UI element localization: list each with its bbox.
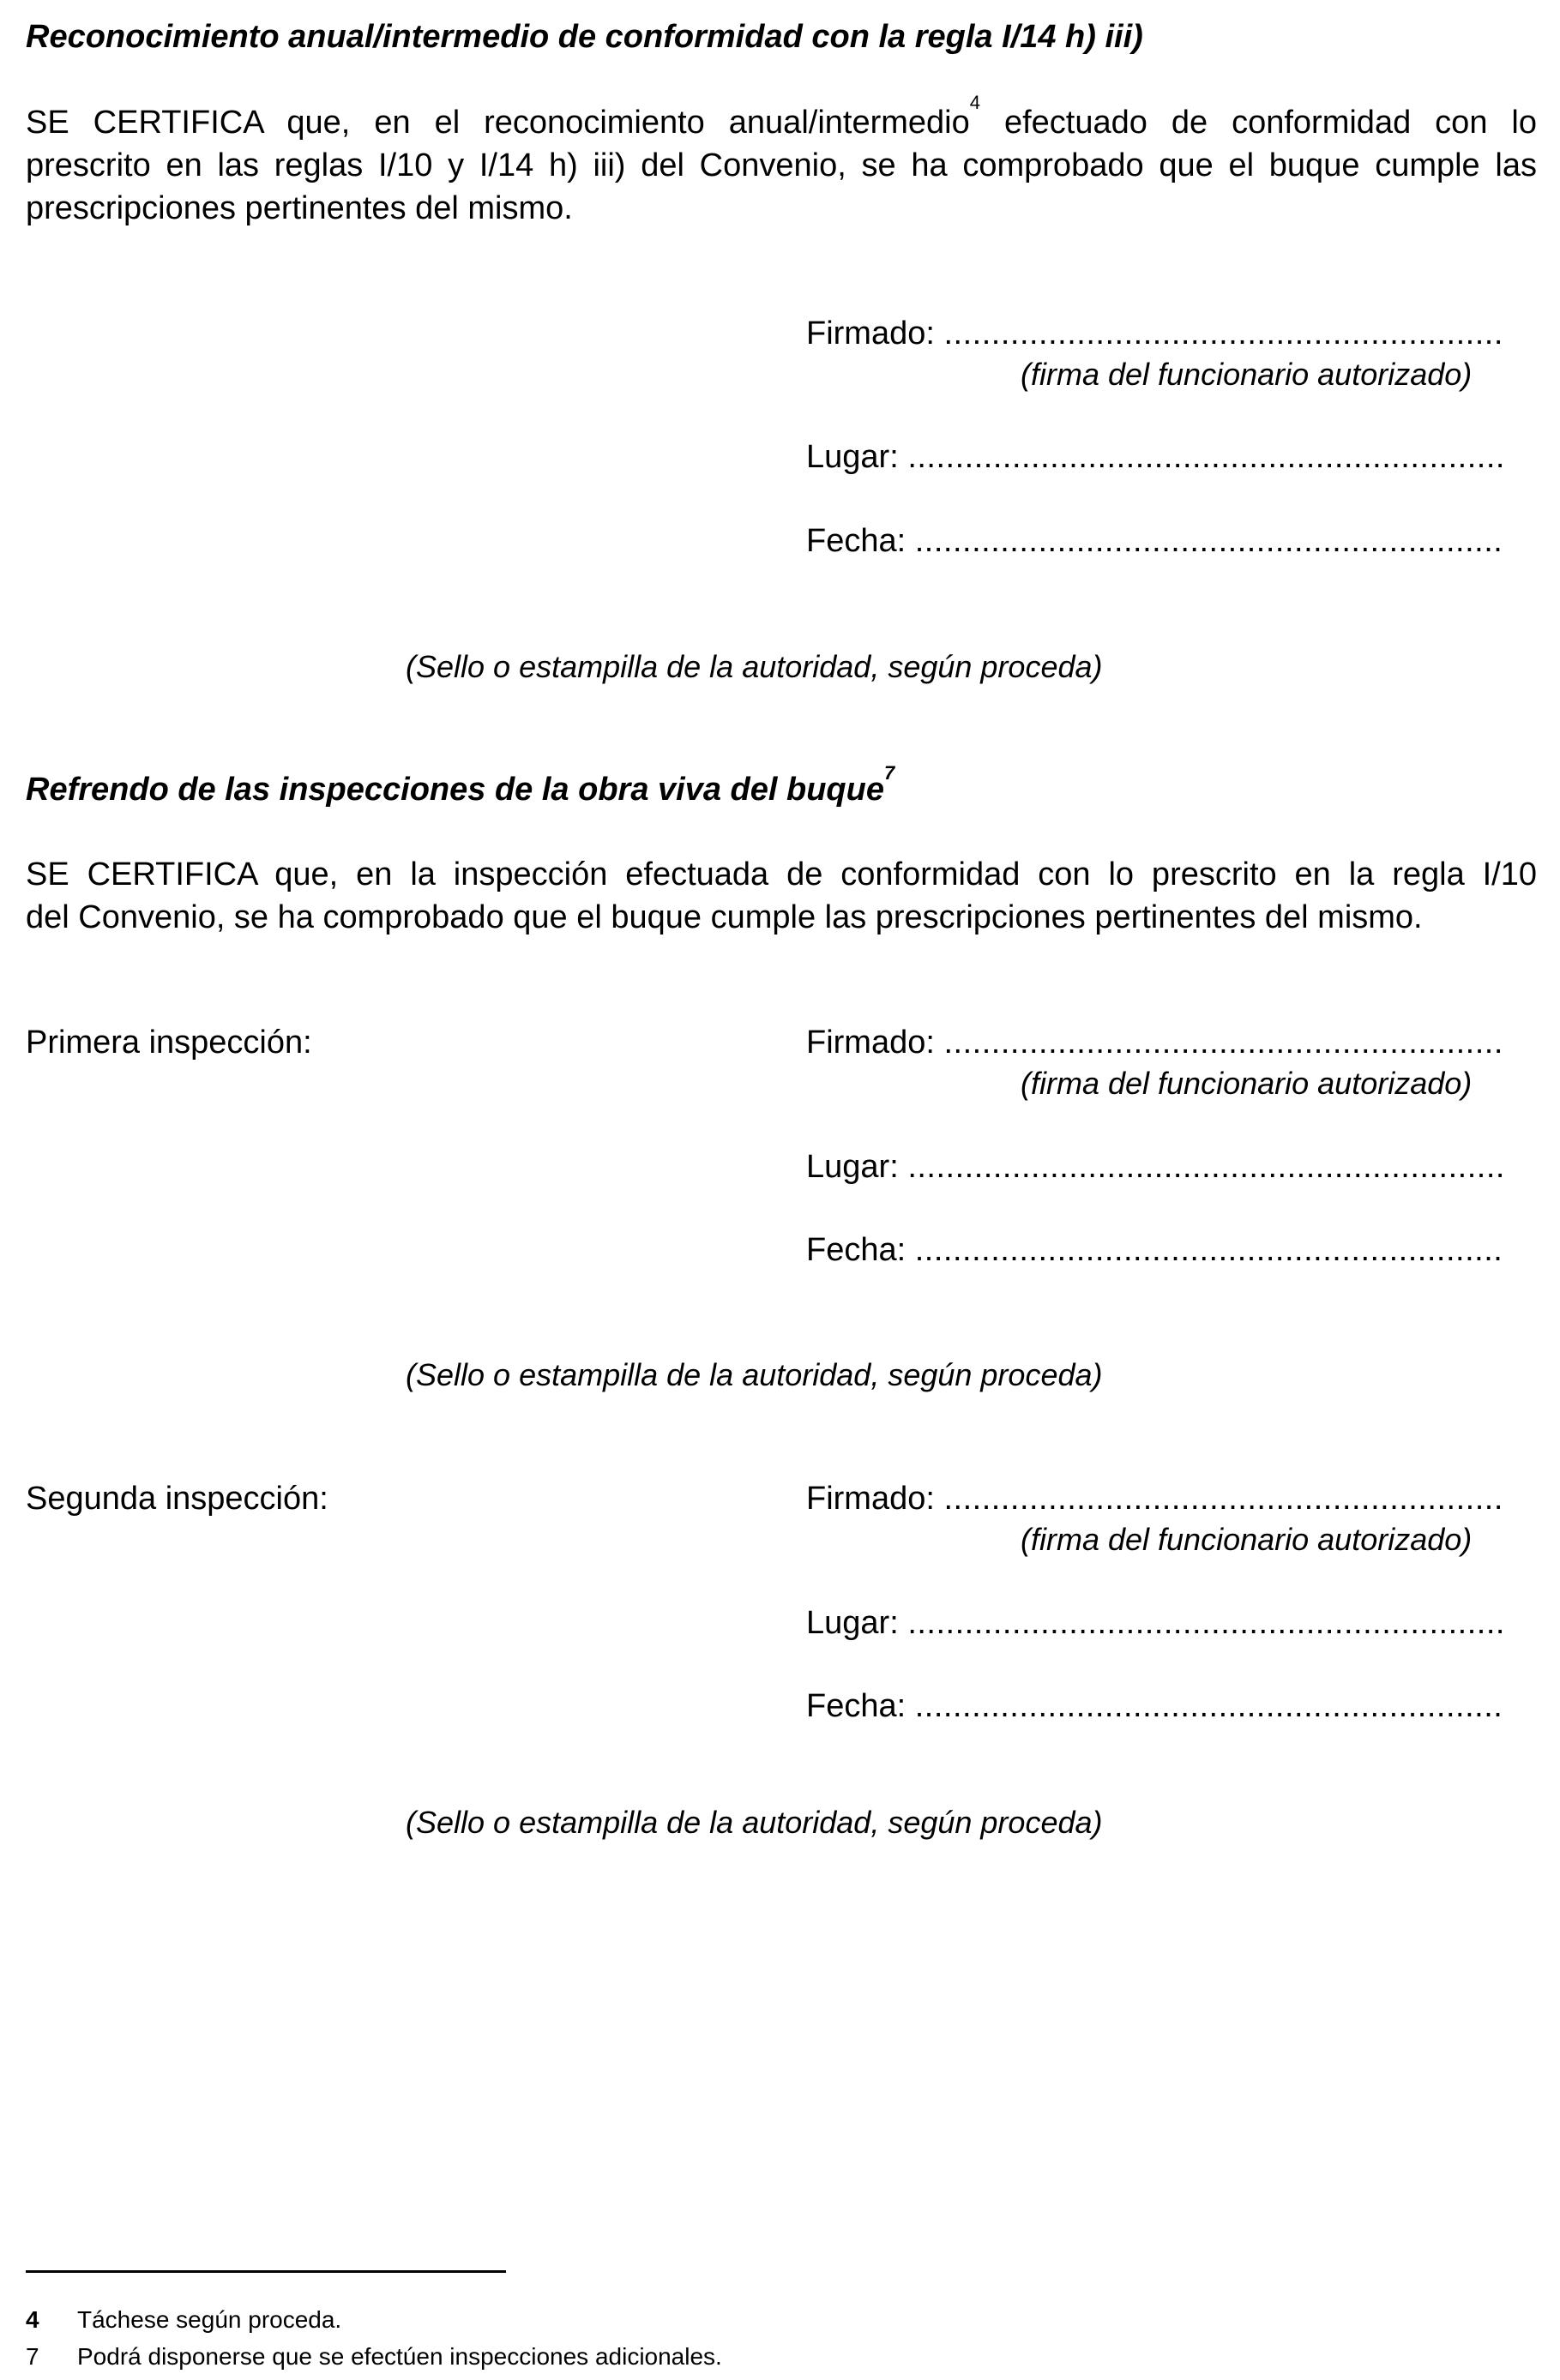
inspection-paragraph-line-1: SE CERTIFICA que, en la inspección efectuada de conformidad con lo prescrito en la regla I/10 bbox=[26, 856, 1537, 892]
date-line: .............................................................. bbox=[914, 1688, 1503, 1724]
signature-caption: (firma del funcionario autorizado) bbox=[1021, 1066, 1473, 1101]
signature-line: ........................................................... bbox=[943, 1481, 1503, 1517]
date-field bbox=[806, 523, 1535, 560]
section-heading-annual-survey: Reconocimiento anual/intermedio de conformidad con la regla I/14 h) iii) bbox=[26, 19, 1143, 55]
date-line: .............................................................. bbox=[914, 1232, 1503, 1268]
place-line: ............................................................... bbox=[907, 439, 1505, 475]
signed-label: Firmado: bbox=[806, 316, 935, 352]
seal-caption: (Sello o estampilla de la autoridad, según proceda) bbox=[406, 649, 1103, 684]
date-label: Fecha: bbox=[806, 1688, 906, 1724]
place-field bbox=[806, 439, 1535, 476]
certification-paragraph-line-3: prescripciones pertinentes del mismo. bbox=[26, 190, 573, 226]
signed-label: Firmado: bbox=[806, 1481, 935, 1517]
footnote-number: 7 bbox=[26, 2343, 39, 2370]
seal-caption: (Sello o estampilla de la autoridad, según proceda) bbox=[406, 1805, 1103, 1840]
date-label: Fecha: bbox=[806, 523, 906, 559]
signature-line: ........................................................... bbox=[943, 316, 1503, 352]
signature-line: ........................................................... bbox=[943, 1025, 1503, 1061]
place-line: ............................................................... bbox=[907, 1149, 1505, 1185]
place-label: Lugar: bbox=[806, 439, 899, 475]
signature-caption: (firma del funcionario autorizado) bbox=[1021, 357, 1473, 392]
para-text: efectuado de conformidad con lo bbox=[980, 105, 1537, 141]
footnote-ref-4: 4 bbox=[969, 92, 980, 113]
footnote-7 bbox=[26, 2343, 722, 2371]
inspection-paragraph-line-2: del Convenio, se ha comprobado que el buque cumple las prescripciones pertinentes del mismo. bbox=[26, 899, 1423, 935]
heading-text: Refrendo de las inspecciones de la obra viva del buque bbox=[26, 772, 884, 808]
date-field bbox=[806, 1232, 1535, 1269]
signature-caption: (firma del funcionario autorizado) bbox=[1021, 1522, 1473, 1557]
seal-caption: (Sello o estampilla de la autoridad, según proceda) bbox=[406, 1357, 1103, 1392]
date-label: Fecha: bbox=[806, 1232, 906, 1268]
footnote-separator bbox=[26, 2270, 506, 2273]
signed-field bbox=[806, 1481, 1535, 1518]
place-line: ............................................................... bbox=[907, 1605, 1505, 1641]
section-heading-bottom-inspections bbox=[26, 762, 895, 808]
signed-field bbox=[806, 316, 1535, 352]
footnote-4 bbox=[26, 2306, 341, 2334]
second-inspection-label: Segunda inspección: bbox=[26, 1481, 328, 1517]
signed-field bbox=[806, 1025, 1535, 1061]
place-field bbox=[806, 1605, 1535, 1642]
footnote-number: 4 bbox=[26, 2306, 39, 2333]
date-line: .............................................................. bbox=[914, 523, 1503, 559]
date-field bbox=[806, 1688, 1535, 1725]
first-inspection-label: Primera inspección: bbox=[26, 1025, 312, 1061]
place-label: Lugar: bbox=[806, 1605, 899, 1641]
certification-paragraph-line-1 bbox=[26, 92, 1537, 144]
footnote-text: Táchese según proceda. bbox=[77, 2306, 342, 2333]
footnote-ref-7: 7 bbox=[883, 762, 895, 784]
place-field bbox=[806, 1149, 1535, 1186]
certification-paragraph-line-2: prescrito en las reglas I/10 y I/14 h) iii) del Convenio, se ha comprobado que el buque cumple las bbox=[26, 147, 1537, 183]
para-text: SE CERTIFICA que, en el reconocimiento anual/intermedio bbox=[26, 105, 970, 141]
footnote-text: Podrá disponerse que se efectúen inspecciones adicionales. bbox=[77, 2343, 722, 2370]
signed-label: Firmado: bbox=[806, 1025, 935, 1061]
place-label: Lugar: bbox=[806, 1149, 899, 1185]
